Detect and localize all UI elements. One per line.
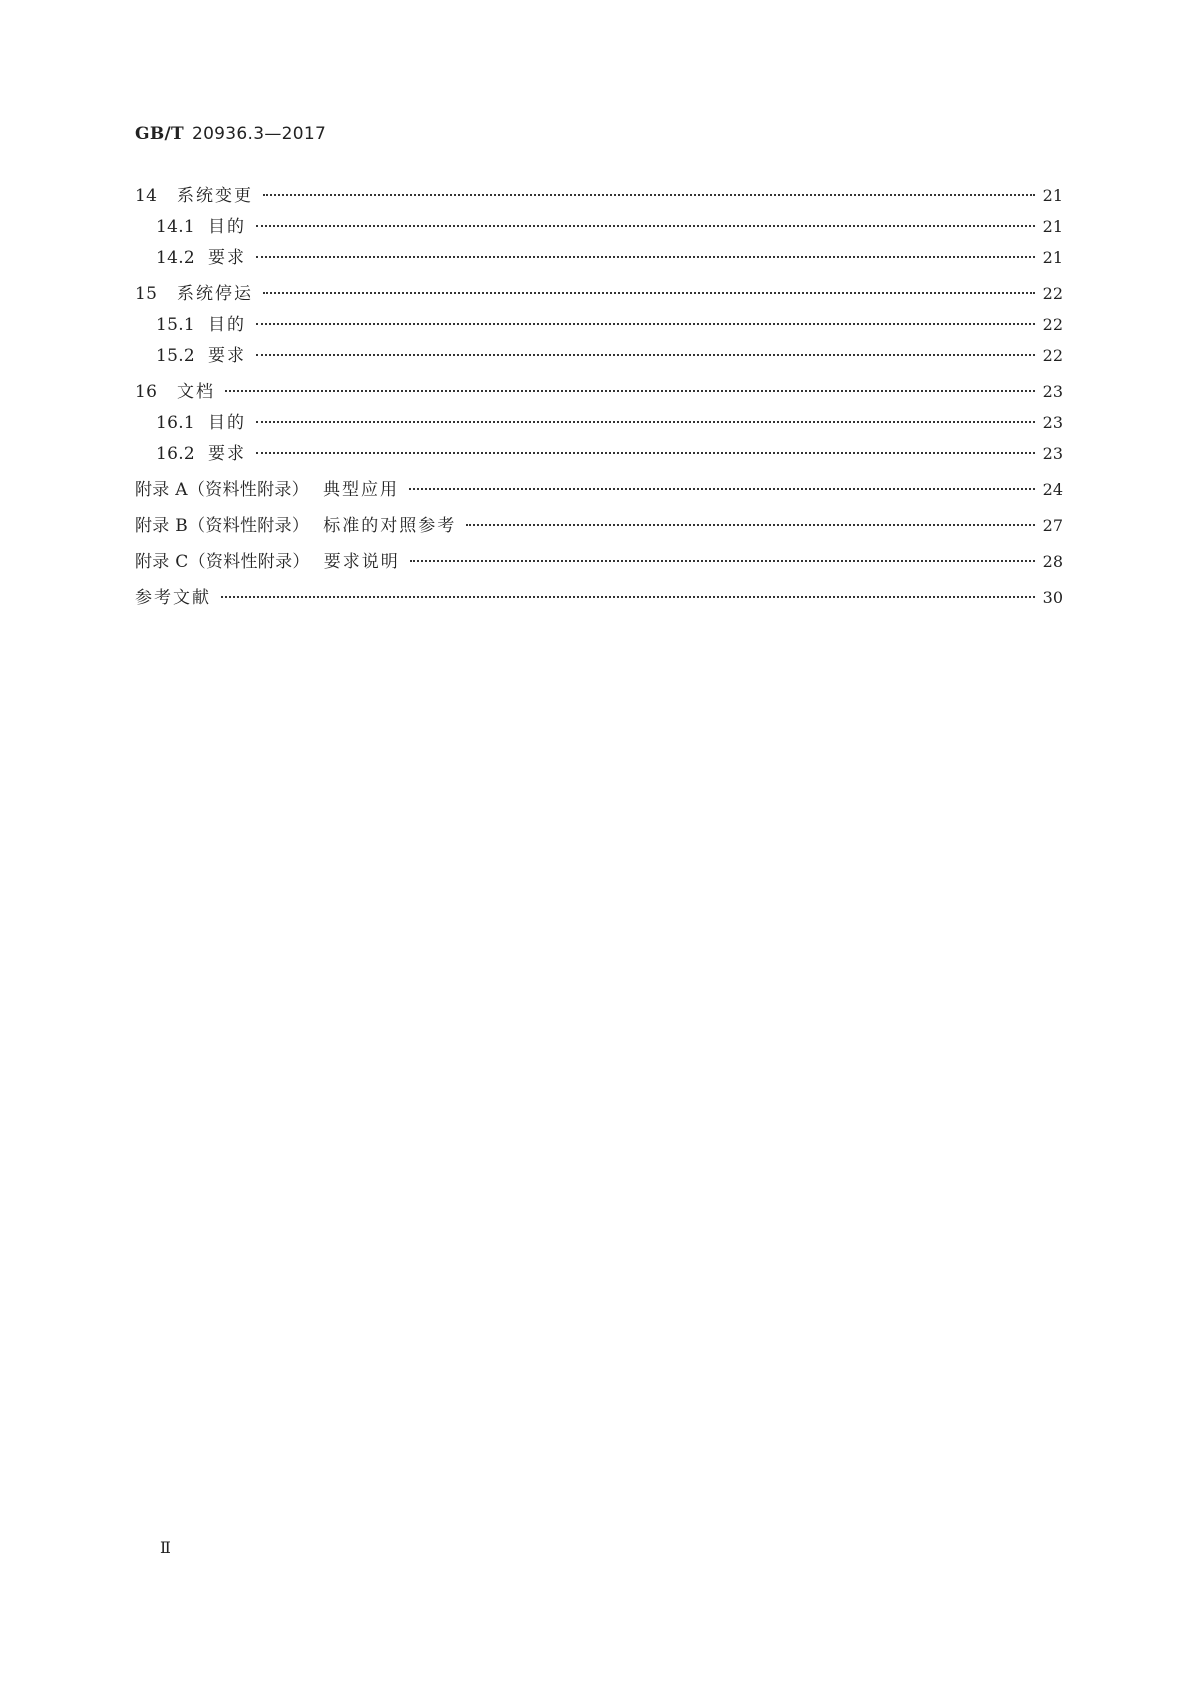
toc-entry-page: 24: [1042, 480, 1063, 499]
toc-entry-title: 典型应用: [322, 480, 399, 500]
toc-entry[interactable]: [135, 211, 1063, 242]
toc-entry[interactable]: [135, 309, 1063, 340]
toc-entry-number: 16: [135, 382, 158, 402]
toc-entry-title: 目的: [208, 217, 246, 237]
toc-leader-dots: [256, 323, 1035, 325]
toc-entry[interactable]: [135, 180, 1063, 211]
toc-entry[interactable]: [135, 407, 1063, 438]
toc-leader-dots: [409, 488, 1035, 490]
toc-entry-number: 15: [135, 284, 158, 304]
toc-entry-title: 文档: [177, 382, 215, 402]
document-code: [135, 124, 326, 144]
toc-leader-dots: [410, 560, 1035, 562]
toc-entry-page: 21: [1042, 186, 1063, 205]
toc-entry-title: 系统变更: [177, 186, 253, 206]
toc-entry-number: 附录 C（资料性附录）: [135, 552, 310, 572]
toc-leader-dots: [466, 524, 1034, 526]
toc-leader-dots: [221, 596, 1035, 598]
toc-entry[interactable]: [135, 376, 1063, 407]
toc-leader-dots: [256, 354, 1035, 356]
toc-entry-appendix-c[interactable]: [135, 546, 1063, 577]
toc-entry-title: 要求: [208, 248, 246, 268]
toc-entry-page: 21: [1042, 217, 1063, 236]
toc-entry-title: 参考文献: [135, 588, 211, 608]
toc-entry-page: 23: [1042, 444, 1063, 463]
standard-prefix: GB/T: [135, 124, 184, 144]
toc-entry-page: 22: [1042, 284, 1063, 303]
toc-entry-title: 要求: [208, 346, 246, 366]
toc-entry-page: 22: [1042, 346, 1063, 365]
toc-leader-dots: [256, 421, 1035, 423]
toc-leader-dots: [256, 452, 1035, 454]
toc-entry-number: 16.2: [156, 444, 196, 464]
toc-entry[interactable]: [135, 242, 1063, 273]
toc-entry-number: 14: [135, 186, 158, 206]
toc-entry-number: 附录 B（资料性附录）: [135, 516, 310, 536]
toc-entry-number: 15.2: [156, 346, 196, 366]
toc-entry-page: 22: [1042, 315, 1063, 334]
toc-entry-page: 23: [1042, 413, 1063, 432]
toc-entry-title: 要求: [208, 444, 246, 464]
toc-leader-dots: [263, 194, 1035, 196]
toc-leader-dots: [256, 256, 1035, 258]
toc-entry-title: 标准的对照参考: [323, 516, 457, 536]
table-of-contents: [135, 180, 1063, 613]
standard-number: 20936.3—2017: [191, 124, 327, 144]
toc-entry-title: 目的: [208, 413, 246, 433]
toc-entry[interactable]: [135, 340, 1063, 371]
toc-entry-number: 附录 A（资料性附录）: [135, 480, 309, 500]
toc-entry-appendix-b[interactable]: [135, 510, 1063, 541]
toc-leader-dots: [263, 292, 1035, 294]
page-number: Ⅱ: [160, 1538, 171, 1557]
toc-entry-appendix-a[interactable]: [135, 474, 1063, 505]
toc-entry-number: 14.2: [156, 248, 196, 268]
toc-entry-number: 15.1: [156, 315, 196, 335]
toc-entry-number: 14.1: [156, 217, 196, 237]
toc-entry-title: 系统停运: [177, 284, 253, 304]
toc-leader-dots: [256, 225, 1035, 227]
toc-entry[interactable]: [135, 438, 1063, 469]
toc-entry-page: 23: [1042, 382, 1063, 401]
toc-entry-references[interactable]: [135, 582, 1063, 613]
toc-entry-page: 21: [1042, 248, 1063, 267]
toc-entry-page: 28: [1042, 552, 1063, 571]
toc-entry-title: 目的: [208, 315, 246, 335]
toc-entry-number: 16.1: [156, 413, 196, 433]
toc-entry-page: 30: [1042, 588, 1063, 607]
toc-entry-title: 要求说明: [323, 552, 400, 572]
toc-leader-dots: [225, 390, 1035, 392]
toc-entry[interactable]: [135, 278, 1063, 309]
toc-entry-page: 27: [1042, 516, 1063, 535]
